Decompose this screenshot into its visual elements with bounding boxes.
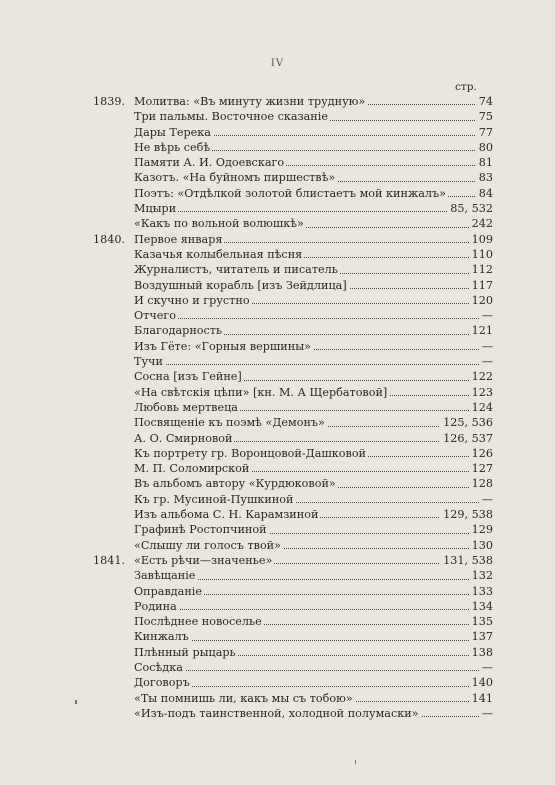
- toc-entry-title: Плѣнный рыцарь: [134, 645, 236, 659]
- toc-entry: [93, 216, 493, 231]
- toc-entry-title-cell: [134, 109, 493, 124]
- toc-entry-title: Поэтъ: «Отдѣлкой золотой блистаетъ мой кинжалъ»: [134, 186, 446, 200]
- toc-entry-page: 75: [476, 109, 493, 124]
- toc-entry: [93, 507, 493, 522]
- toc-entry-title-cell: [134, 155, 493, 170]
- toc-entry-title: Посвященіе къ поэмѣ «Демонъ»: [134, 416, 325, 430]
- toc-entry-page: 84: [476, 186, 493, 201]
- toc-entry-title-cell: [134, 400, 493, 415]
- toc-entry: [93, 155, 493, 170]
- toc-entry-title-cell: [134, 415, 493, 430]
- toc-entry-title-cell: [134, 201, 493, 216]
- toc-entry-page: 129: [469, 522, 493, 537]
- toc-entry-title: Любовь мертвеца: [134, 400, 238, 414]
- toc-entry-page: 124: [469, 400, 493, 415]
- toc-entry: [93, 400, 493, 415]
- toc-entry-title-cell: [134, 584, 493, 599]
- page-column-header: стр.: [455, 81, 477, 93]
- toc-entry-title-cell: [134, 262, 493, 277]
- toc-entry: [93, 461, 493, 476]
- dot-leader: [134, 318, 493, 319]
- toc-entry: [93, 339, 493, 354]
- toc-entry-title: Договоръ: [134, 676, 190, 690]
- toc-entry: [93, 385, 493, 400]
- toc-entry-title: Три пальмы. Восточное сказаніе: [134, 110, 328, 124]
- toc-entry-title-cell: [134, 522, 493, 537]
- toc-entry-title: Не вѣрь себѣ: [134, 140, 211, 154]
- toc-entry-title: Первое января: [134, 232, 223, 246]
- toc-entry: [93, 492, 493, 507]
- toc-entry-title-cell: [134, 125, 493, 140]
- toc-entry-page: —: [479, 354, 493, 369]
- toc-entry-title: Журналистъ, читатель и писатель: [134, 263, 338, 277]
- toc-entry-title: Отчего: [134, 309, 176, 323]
- toc-entry-title: «Изъ-подъ таинственной, холодной полумаски»: [134, 706, 419, 720]
- toc-entry-title-cell: [134, 553, 493, 568]
- toc-entry-title: А. О. Смирновой: [134, 431, 233, 445]
- toc-entry-page: 130: [469, 538, 493, 553]
- toc-entry-title-cell: [134, 660, 493, 675]
- toc-entry-page: 122: [469, 369, 493, 384]
- toc-entry-page: 126: [469, 446, 493, 461]
- toc-entry-title-cell: [134, 354, 493, 369]
- toc-entry-title: Дары Терека: [134, 125, 211, 139]
- toc-entry: [93, 660, 493, 675]
- toc-entry: [93, 354, 493, 369]
- toc-entry: [93, 645, 493, 660]
- toc-entry-title-cell: [134, 675, 493, 690]
- toc-entry-title: Сосѣдка: [134, 660, 183, 674]
- toc-entry-title: «Слышу ли голосъ твой»: [134, 538, 281, 552]
- toc-entry: [93, 186, 493, 201]
- dot-leader: [134, 609, 493, 610]
- toc-entry-title: «На свѣтскія цѣпи» [кн. М. А Щербатовой]: [134, 385, 388, 399]
- toc-entry: [93, 262, 493, 277]
- toc-entry: [93, 125, 493, 140]
- toc-entry-page: 120: [469, 293, 493, 308]
- toc-entry-title: Изъ Гёте: «Горныя вершины»: [134, 339, 311, 353]
- toc-entry: [93, 247, 493, 262]
- toc-entry-title-cell: [134, 293, 493, 308]
- toc-entry-title: «Какъ по вольной волюшкѣ»: [134, 217, 304, 231]
- toc-entry: [93, 94, 493, 109]
- toc-entry: [93, 691, 493, 706]
- toc-entry-year: 1841.: [93, 553, 126, 567]
- toc-entry: [93, 584, 493, 599]
- toc-entry: [93, 553, 493, 568]
- toc-entry-page: 138: [469, 645, 493, 660]
- toc-entry-page: 125, 536: [440, 415, 493, 430]
- toc-entry-title-cell: [134, 170, 493, 185]
- toc-entry: [93, 599, 493, 614]
- toc-entry-title: Памяти А. И. Одоевскаго: [134, 156, 285, 170]
- toc-entry: [93, 446, 493, 461]
- paper-speck: [355, 760, 356, 764]
- dot-leader: [134, 364, 493, 365]
- toc-entry-page: —: [479, 308, 493, 323]
- toc-entry-page: 141: [469, 691, 493, 706]
- toc-entry-title-cell: [134, 216, 493, 231]
- toc-entry-title-cell: [134, 476, 493, 491]
- toc-entry-page: —: [479, 492, 493, 507]
- toc-entry-page: 131, 538: [440, 553, 493, 568]
- toc-entry: [93, 431, 493, 446]
- toc-entry-title-cell: [134, 186, 493, 201]
- page-number: IV: [270, 58, 285, 69]
- toc-entry-page: 137: [469, 629, 493, 644]
- toc-entry-year: 1839.: [93, 95, 126, 108]
- toc-entry-page: 85, 532: [447, 201, 493, 216]
- toc-entry-title: Кинжалъ: [134, 630, 189, 644]
- toc-entry-page: 74: [476, 94, 493, 109]
- toc-entry-title-cell: [134, 614, 493, 629]
- toc-entry-page: 128: [469, 476, 493, 491]
- toc-entry: [93, 538, 493, 553]
- toc-entry: [93, 323, 493, 338]
- toc-entry: [93, 415, 493, 430]
- toc-entry-title: Молитва: «Въ минуту жизни трудную»: [134, 95, 366, 108]
- toc-entry-title: Казачья колыбельная пѣсня: [134, 247, 303, 261]
- toc-entry-title-cell: [134, 431, 493, 446]
- toc-entry-title-cell: [134, 706, 493, 721]
- toc-entry-page: 81: [476, 155, 493, 170]
- toc-entry-page: 121: [469, 323, 493, 338]
- toc-entry-title-cell: [134, 339, 493, 354]
- toc-entry: [93, 278, 493, 293]
- toc-entry-title: Изъ альбома С. Н. Карамзиной: [134, 508, 319, 522]
- toc-entry-page: 83: [476, 170, 493, 185]
- toc-entry-page: 77: [476, 125, 493, 140]
- toc-entry: [93, 369, 493, 384]
- dot-leader: [134, 211, 493, 212]
- table-of-contents: [93, 94, 493, 721]
- toc-entry-page: 112: [469, 262, 493, 277]
- toc-entry-title-cell: [134, 629, 493, 644]
- toc-entry-page: 134: [469, 599, 493, 614]
- toc-entry: [93, 293, 493, 308]
- toc-entry-title-cell: [134, 385, 493, 400]
- toc-entry-title: Послѣднее новоселье: [134, 615, 262, 629]
- toc-entry-title: Мцыри: [134, 202, 177, 216]
- toc-entry: [93, 232, 493, 247]
- paper-speck: [75, 700, 77, 704]
- toc-entry-title: Тучи: [134, 355, 163, 369]
- toc-entry-title-cell: [134, 507, 493, 522]
- toc-entry: [93, 170, 493, 185]
- toc-entry-title: Къ гр. Мусиной-Пушкиной: [134, 492, 294, 506]
- toc-entry-title: Родина: [134, 599, 177, 613]
- toc-entry-title-cell: [134, 140, 493, 155]
- toc-entry-page: 80: [476, 140, 493, 155]
- toc-entry-title-cell: [134, 247, 493, 262]
- toc-entry-title-cell: [134, 232, 493, 247]
- toc-entry-title-cell: [134, 599, 493, 614]
- toc-entry-page: —: [479, 706, 493, 721]
- toc-entry: [93, 706, 493, 721]
- toc-entry: [93, 568, 493, 583]
- toc-entry-title-cell: [134, 94, 493, 109]
- toc-entry-title-cell: [134, 645, 493, 660]
- toc-entry: [93, 140, 493, 155]
- toc-entry-title-cell: [134, 278, 493, 293]
- toc-entry-page: 123: [469, 385, 493, 400]
- toc-entry: [93, 476, 493, 491]
- toc-entry-title: Благодарность: [134, 324, 223, 338]
- toc-entry-page: 117: [469, 278, 493, 293]
- toc-entry: [93, 614, 493, 629]
- toc-entry-page: 127: [469, 461, 493, 476]
- toc-entry: [93, 109, 493, 124]
- toc-entry-title: Сосна [изъ Гейне]: [134, 370, 242, 384]
- toc-entry-title-cell: [134, 492, 493, 507]
- toc-entry-page: 242: [469, 216, 493, 231]
- toc-entry-page: 126, 537: [440, 431, 493, 446]
- toc-entry-title: Воздушный корабль [изъ Зейдлица]: [134, 278, 347, 292]
- toc-entry-title-cell: [134, 369, 493, 384]
- toc-entry-title: И скучно и грустно: [134, 293, 250, 307]
- toc-entry: [93, 308, 493, 323]
- toc-entry-page: 129, 538: [440, 507, 493, 522]
- toc-entry-title-cell: [134, 446, 493, 461]
- toc-entry-title-cell: [134, 691, 493, 706]
- toc-entry: [93, 629, 493, 644]
- toc-entry-title: М. П. Соломирской: [134, 462, 250, 476]
- toc-entry-page: 110: [469, 247, 493, 262]
- toc-entry-title: Оправданіе: [134, 584, 202, 598]
- toc-entry-title: «Ты помнишь ли, какъ мы съ тобою»: [134, 691, 353, 705]
- toc-entry: [93, 522, 493, 537]
- toc-entry: [93, 201, 493, 216]
- toc-entry-year: 1840.: [93, 232, 126, 246]
- toc-entry-title-cell: [134, 568, 493, 583]
- toc-entry-page: —: [479, 660, 493, 675]
- toc-entry-page: 140: [469, 675, 493, 690]
- toc-entry-title-cell: [134, 323, 493, 338]
- toc-entry-title: Казотъ. «На буйномъ пиршествѣ»: [134, 171, 336, 185]
- toc-entry-page: 133: [469, 584, 493, 599]
- dot-leader: [134, 670, 493, 671]
- toc-entry-title: Графинѣ Ростопчиной: [134, 523, 267, 537]
- toc-entry-title-cell: [134, 308, 493, 323]
- toc-entry-page: 135: [469, 614, 493, 629]
- toc-entry-title: Въ альбомъ автору «Курдюковой»: [134, 477, 336, 491]
- toc-entry-title: «Есть рѣчи—значенье»: [134, 553, 273, 567]
- toc-entry: [93, 675, 493, 690]
- toc-entry-page: 132: [469, 568, 493, 583]
- toc-entry-page: —: [479, 339, 493, 354]
- toc-entry-title-cell: [134, 538, 493, 553]
- toc-entry-title: Завѣщаніе: [134, 569, 196, 583]
- toc-entry-page: 109: [469, 232, 493, 247]
- toc-entry-title-cell: [134, 461, 493, 476]
- toc-entry-title: Къ портрету гр. Воронцовой-Дашковой: [134, 446, 367, 460]
